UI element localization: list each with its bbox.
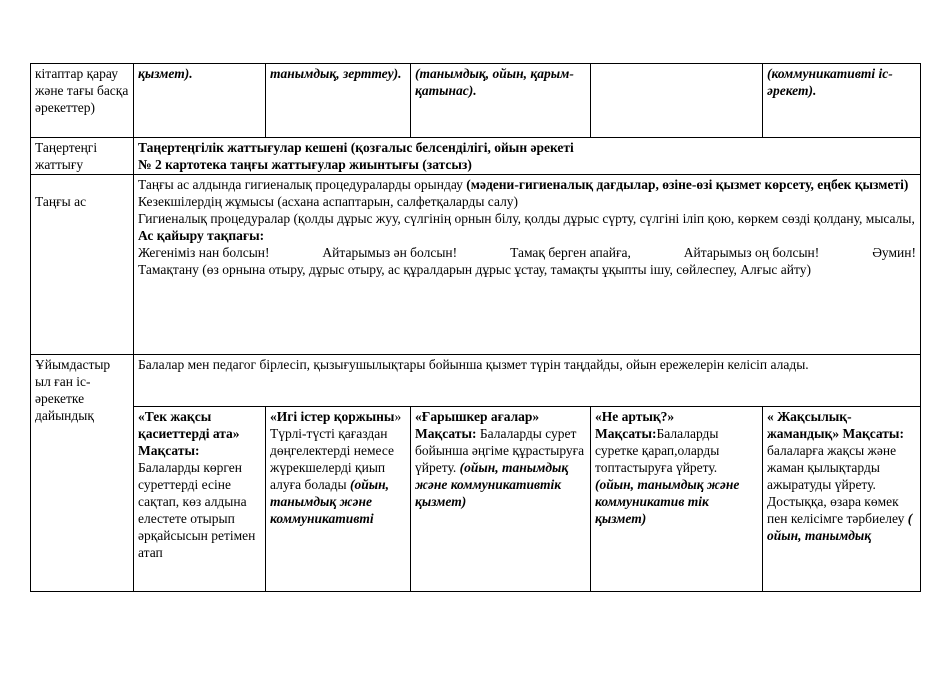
game-3-title: «Ғарышкер ағалар» — [415, 409, 540, 424]
verse-4: Айтарымыз оң болсын! — [683, 245, 820, 260]
morning-exercise-content — [134, 138, 921, 175]
game-2-title: «Игі істер қоржыны — [270, 409, 395, 424]
game-5-text: балаларға жақсы және жаман қылықтарды ажыратуды үйрету. Достыққа, өзара көмек пен келісімге тәрбиелеу — [767, 443, 908, 526]
exercise-line-2: № 2 картотека таңғы жаттығулар жиынтығы (затсыз) — [138, 157, 472, 172]
game-2-text: » Түрлі-түсті қағаздан дөңгелектерді немесе жүрекшелерді қиып алуға болады — [270, 409, 402, 492]
games-row — [31, 407, 921, 592]
blessing-verse — [138, 244, 916, 261]
game-card-3 — [411, 407, 591, 592]
cell-1: қызмет). — [134, 64, 266, 138]
game-1-title: «Тек жақсы қасиеттерді ата» — [138, 409, 240, 441]
exercise-line-1: Таңертеңгілік жаттығулар кешені (қозғалыс белсенділігі, ойын әрекеті — [138, 140, 574, 155]
game-4-title: «Не артық?» — [595, 409, 675, 424]
organized-activity-intro-row — [31, 355, 921, 407]
game-3-text: Балаларды сурет бойынша әңгіме құрастыруға үйрету. — [415, 426, 585, 475]
game-5-tag: ( ойын, танымдық — [767, 511, 913, 543]
cell-2: танымдық, зерттеу). — [266, 64, 411, 138]
game-4-aim-label: Мақсаты: — [595, 426, 657, 441]
breakfast-p1-skills: (мәдени-гигиеналық дағдылар, өзіне-өзі қызмет көрсету, еңбек қызметі) — [466, 177, 909, 192]
plan-table — [30, 63, 921, 592]
game-4-tag: (ойын, танымдық және коммуникатив тік қызмет) — [595, 477, 740, 526]
game-card-5 — [763, 407, 921, 592]
breakfast-p1 — [138, 176, 916, 193]
breakfast-row — [31, 175, 921, 355]
game-1-aim-label: Мақсаты: — [138, 443, 200, 458]
row-label-morning-exercise: Таңертеңгі жаттығу — [31, 138, 134, 175]
breakfast-p2: Кезекшілердің жұмысы (асхана аспаптарын, салфетқаларды салу) — [138, 194, 519, 209]
breakfast-p1-text: Таңғы ас алдында гигиеналық процедураларды орындау — [138, 177, 467, 192]
blessing-title: Ас қайыру тақпағы: — [138, 228, 265, 243]
breakfast-p6: Тамақтану (өз орнына отыру, дұрыс отыру, ас құралдарын дұрыс ұстау, тамақты ұқыпты ішу, сөйлеспеу, Алғыс айту) — [138, 262, 811, 277]
breakfast-content — [134, 175, 921, 355]
morning-exercise-row — [31, 138, 921, 175]
row-label-breakfast: Таңғы ас — [31, 175, 134, 355]
verse-3: Тамақ берген апайға, — [510, 245, 631, 260]
game-card-1 — [134, 407, 266, 592]
cell-5: (коммуникативті іс-әрекет). — [763, 64, 921, 138]
game-5-title: « Жақсылық-жамандық» — [767, 409, 852, 441]
breakfast-p3: Гигиеналық процедуралар (қолды дұрыс жуу, сүлгінің орнын білу, қолды дұрыс сүрту, сүлгіні іліп қою, көркем сөзді қолдану, мысалы, — [138, 211, 915, 226]
organized-activity-intro: Балалар мен педагог бірлесіп, қызығушылықтары бойынша қызмет түрін таңдайды, ойын ережелерін келісіп алады. — [134, 355, 921, 407]
game-3-aim-label: Мақсаты: — [415, 426, 477, 441]
verse-5: Әумин! — [872, 245, 916, 260]
verse-1: Жегеніміз нан болсын! — [138, 245, 270, 260]
cell-3: (танымдық, ойын, қарым-қатынас). — [411, 64, 591, 138]
activities-row — [31, 64, 921, 138]
verse-2: Айтарымыз ән болсын! — [322, 245, 458, 260]
row-label-organized-activity: Ұйымдастыр ыл ған іс-әрекетке дайындық — [31, 355, 134, 592]
game-5-aim-label: Мақсаты: — [842, 426, 904, 441]
game-4-text: Балаларды суретке қарап,оларды топтастыруға үйрету. — [595, 426, 720, 475]
game-1-text: Балаларды көрген суреттерді есіне сақтап, көз алдына елестете отырып әрқайсысын ретімен атап — [138, 460, 256, 560]
game-card-2 — [266, 407, 411, 592]
game-card-4 — [591, 407, 763, 592]
cell-4 — [591, 64, 763, 138]
row-label-activities: кітаптар қарау және тағы басқа әрекеттер) — [31, 64, 134, 138]
game-3-tag: (ойын, танымдық және коммуникативтік қызмет) — [415, 460, 569, 509]
game-2-tag: (ойын, танымдық және коммуникативті — [270, 477, 389, 526]
